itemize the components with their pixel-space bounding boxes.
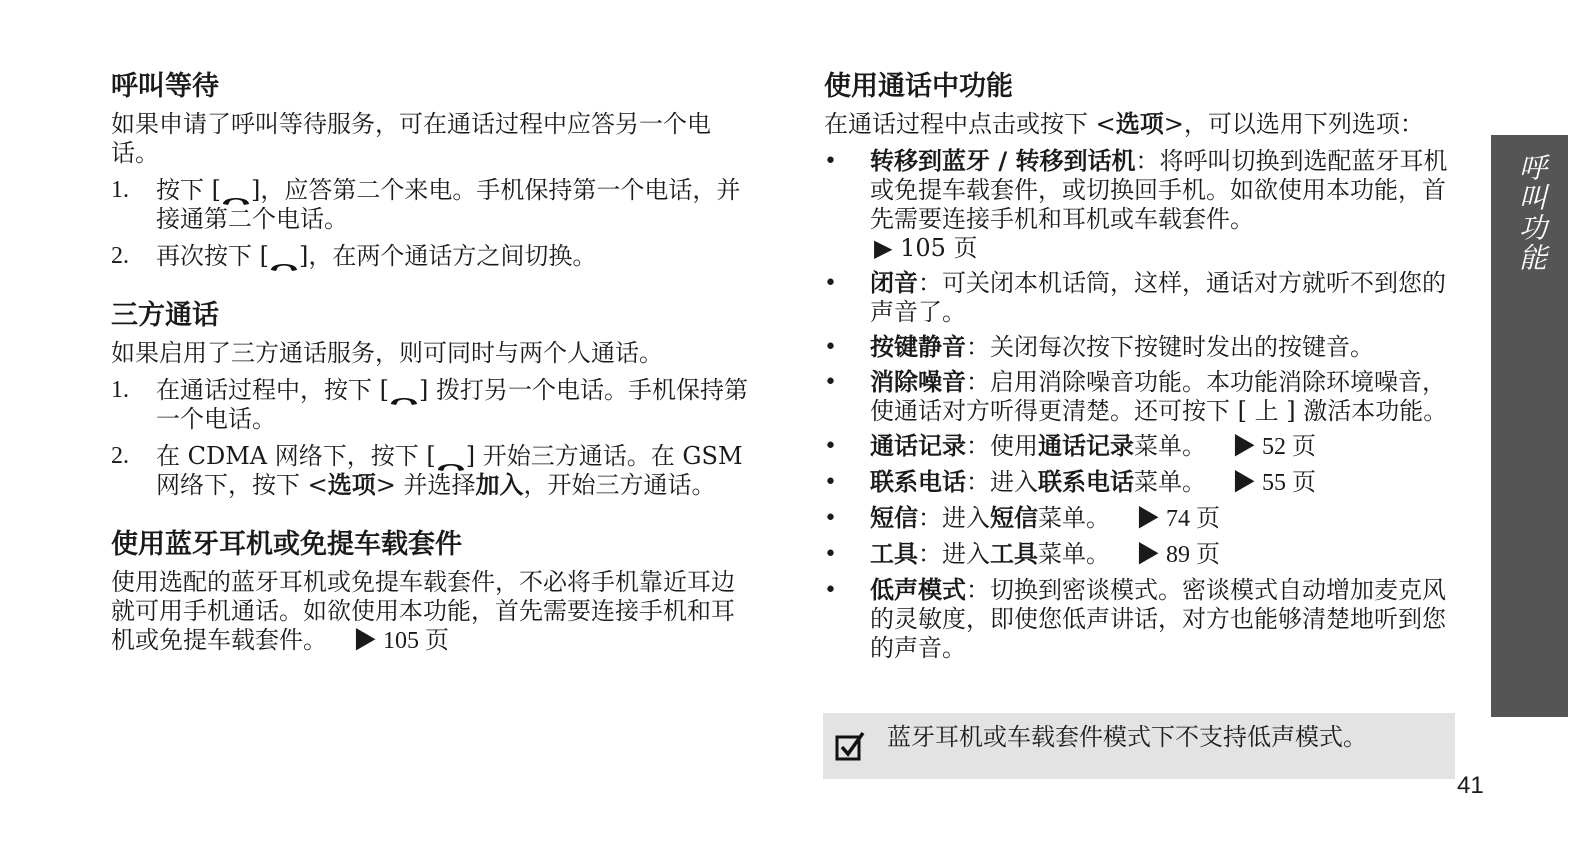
phone-handset-icon [389,385,419,399]
bullet: • [824,370,837,395]
list-item: 2. 再次按下 [ ]，在两个通话方之间切换。 [111,242,597,270]
right-column [824,70,1454,669]
list-item: • 消除噪音：启用消除噪音功能。本功能消除环境噪音，使通话对方听得更清楚。还可按下 [ 上 ] 激活本功能。 [824,368,1448,425]
three-way-steps [111,376,751,500]
option-term: 联系电话 [870,468,966,496]
option-term: 工具 [870,540,918,568]
step-number: 1. [111,377,129,403]
section-call-waiting [111,70,751,271]
page-reference: ▶ 55 页 [1232,470,1316,496]
list-item: • 低声模式：切换到密谈模式。密谈模式自动增加麦克风的灵敏度，即使您低声讲话，对方也能够清楚地听到您的声音。 [824,576,1446,662]
in-call-options [824,147,1454,663]
list-item: • 工具：进入工具菜单。 ▶ 89 页 [824,540,1220,568]
checkbox-check-icon [835,731,865,761]
call-waiting-intro: 如果申请了呼叫等待服务，可在通话过程中应答另一个电话。 [111,110,711,167]
list-item: • 按键静音：关闭每次按下按键时发出的按键音。 [824,333,1374,361]
left-column [111,70,751,684]
bullet: • [824,271,837,296]
list-item: • 闭音：可关闭本机话筒，这样，通话对方就听不到您的声音了。 [824,269,1446,326]
call-waiting-steps [111,176,751,271]
bullet: • [824,470,837,495]
section-three-way-call [111,299,751,500]
option-term: 转移到蓝牙 / 转移到话机 [870,147,1136,175]
list-item: • 转移到蓝牙 / 转移到话机：将呼叫切换到选配蓝牙耳机或免提车载套件，或切换回手机。如欲使用本功能，首先需要连接手机和耳机或车载套件。 ▶ 105 页 [824,147,1454,263]
chapter-label: 呼叫功能 [1515,153,1548,273]
bullet: • [824,506,837,531]
bullet: • [824,542,837,567]
note-text: 蓝牙耳机或车载套件模式下不支持低声模式。 [887,723,1367,751]
page-reference: ▶ 105 页 [353,628,449,654]
option-term: 按键静音 [870,333,966,361]
list-item: 1. 按下 [ ]，应答第二个来电。手机保持第一个电话，并接通第二个电话。 [111,176,741,233]
page-reference: ▶ 52 页 [1232,434,1316,460]
list-item: • 通话记录：使用通话记录菜单。 ▶ 52 页 [824,432,1316,460]
option-term: 短信 [870,504,918,532]
phone-handset-icon [436,451,466,465]
heading-call-waiting: 呼叫等待 [111,71,219,102]
option-term: 闭音 [870,269,918,297]
page-reference: ▶ 105 页 [874,234,978,262]
bluetooth-intro: 使用选配的蓝牙耳机或免提车载套件，不必将手机靠近耳边就可用手机通话。如欲使用本功能，首先需要连接手机和耳机或免提车载套件。 ▶ 105 页 [111,568,735,654]
step-number: 2. [111,443,129,469]
three-way-intro: 如果启用了三方通话服务，则可同时与两个人通话。 [111,339,663,367]
section-bluetooth [111,528,751,656]
phone-handset-icon [269,251,299,265]
option-term: 消除噪音 [870,368,966,396]
in-call-intro: 在通话过程中点击或按下 <选项>，可以选用下列选项： [824,110,1424,138]
page-reference: ▶ 89 页 [1136,542,1220,568]
heading-bluetooth: 使用蓝牙耳机或免提车载套件 [111,529,462,560]
list-item: • 短信：进入短信菜单。 ▶ 74 页 [824,504,1220,532]
bullet: • [824,149,837,174]
list-item: 2. 在 CDMA 网络下，按下 [ ] 开始三方通话。在 GSM 网络下，按下 <选项> 并选择加入，开始三方通话。 [111,442,743,499]
page-number: 41 [1457,772,1484,799]
phone-handset-icon [221,185,251,199]
bullet: • [824,434,837,459]
bullet: • [824,578,837,603]
bullet: • [824,335,837,360]
list-item: • 联系电话：进入联系电话菜单。 ▶ 55 页 [824,468,1316,496]
note-box [823,713,1455,779]
option-term: 通话记录 [870,432,966,460]
chapter-side-tab [1491,135,1568,717]
list-item: 1. 在通话过程中，按下 [ ] 拨打另一个电话。手机保持第一个电话。 [111,376,748,433]
step-number: 1. [111,177,129,203]
heading-in-call-functions: 使用通话中功能 [824,71,1013,102]
page-reference: ▶ 74 页 [1136,506,1220,532]
heading-three-way-call: 三方通话 [111,300,219,331]
option-term: 低声模式 [870,576,966,604]
step-number: 2. [111,243,129,269]
